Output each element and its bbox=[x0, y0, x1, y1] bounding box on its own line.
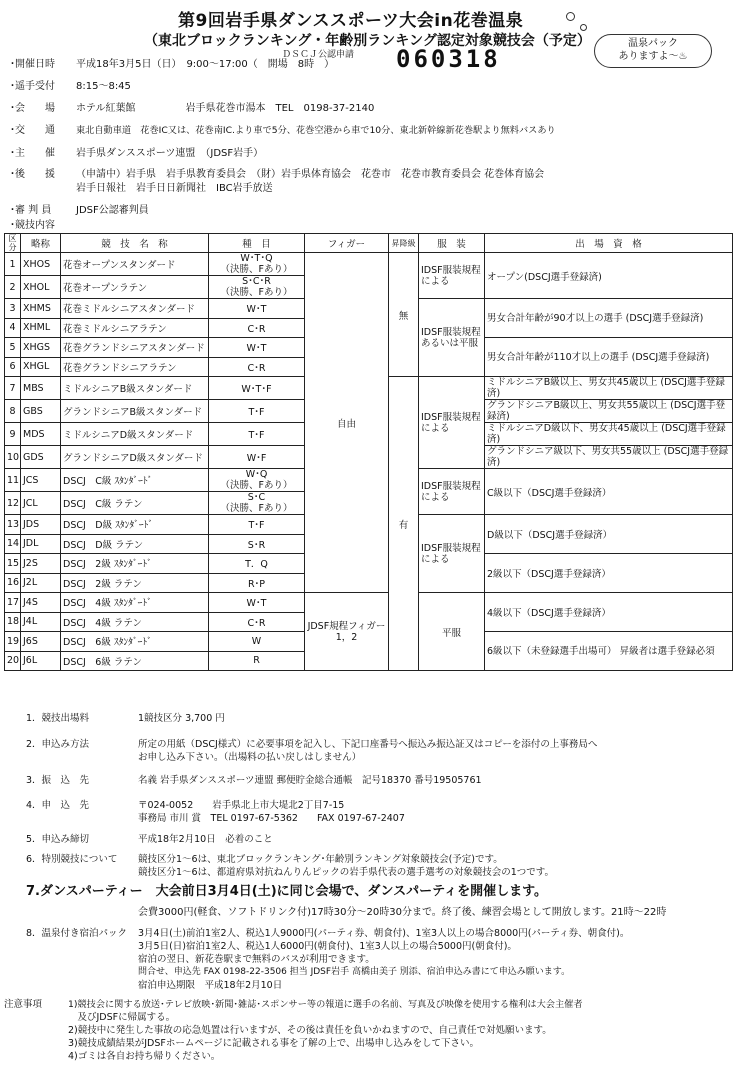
page-subtitle: （東北ブロックランキング・年齢別ランキング認定対象競技会（予定） bbox=[144, 33, 591, 49]
row-name: DSCJ 2級 ｽﾀﾝﾀﾞｰﾄﾞ bbox=[61, 554, 209, 574]
qual-cell: 男女合計年齢が110才以上の選手 (DSCJ選手登録済) bbox=[485, 338, 733, 377]
row-event bbox=[209, 276, 305, 299]
row-no: 17 bbox=[5, 593, 21, 613]
note-label: 2．申込み方法 bbox=[26, 739, 90, 750]
attention-item: 3)競技成績結果がJDSFホームページに記載される事を了解の上で、出場申し込みをして下さい。 bbox=[68, 1038, 479, 1049]
info-host bbox=[10, 147, 263, 161]
row-name: DSCJ 6級 ｽﾀﾝﾀﾞｰﾄﾞ bbox=[61, 632, 209, 652]
row-event bbox=[209, 492, 305, 515]
row-event: C･R bbox=[209, 357, 305, 377]
row-event: T･F bbox=[209, 400, 305, 423]
dress-cell: 平服 bbox=[419, 593, 485, 671]
row-no: 8 bbox=[5, 400, 21, 423]
note-label: 4．申 込 先 bbox=[26, 800, 90, 811]
info-value: 東北自動車道 花巻IC又は、花巻南IC.より車で5分、花巻空港から車で10分、東北新幹線新花巻駅より無料バスあり bbox=[76, 125, 556, 136]
note-value: 競技区分1～6は、東北ブロックランキング･年齢別ランキング対象競技会(予定)です。 bbox=[138, 854, 503, 865]
row-name: ミドルシニアD級スタンダード bbox=[61, 423, 209, 446]
info-value: ホテル紅葉館 岩手県花巻市湯本 TEL 0198-37-2140 bbox=[76, 103, 375, 114]
row-no: 4 bbox=[5, 318, 21, 338]
note-label: 3．振 込 先 bbox=[26, 775, 90, 786]
onsen-line: 宿泊申込期限 平成18年2月10日 bbox=[138, 980, 283, 991]
table-row bbox=[5, 593, 733, 613]
row-event: W･T bbox=[209, 338, 305, 358]
note-value: 1競技区分 3,700 円 bbox=[138, 713, 225, 724]
row-name: DSCJ D級 ｽﾀﾝﾀﾞｰﾄﾞ bbox=[61, 515, 209, 535]
bubble-line: 温泉パック bbox=[628, 38, 678, 49]
dress-cell: IDSF服装規程による bbox=[419, 469, 485, 515]
row-code: XHOL bbox=[21, 276, 61, 299]
row-code: MBS bbox=[21, 377, 61, 400]
row-no: 9 bbox=[5, 423, 21, 446]
row-no: 19 bbox=[5, 632, 21, 652]
info-label: ･後 援 bbox=[10, 169, 55, 180]
info-label: ･審 判 員 bbox=[10, 205, 52, 216]
onsen-label: 8．温泉付き宿泊パック bbox=[26, 928, 128, 939]
row-code: MDS bbox=[21, 423, 61, 446]
row-event: T･F bbox=[209, 515, 305, 535]
info-support bbox=[10, 168, 544, 182]
dress-cell: IDSF服装規程による bbox=[419, 253, 485, 299]
row-no: 10 bbox=[5, 446, 21, 469]
attention-item: 2)競技中に発生した事故の応急処置は行いますが、その後は責任を負いかねますので、自己責任で対処願います。 bbox=[68, 1025, 552, 1036]
row-code: XHGL bbox=[21, 357, 61, 377]
qual-cell: D級以下（DSCJ選手登録済） bbox=[485, 515, 733, 554]
qual-cell: ミドルシニアD級以下、男女共45歳以上 (DSCJ選手登録済) bbox=[485, 423, 733, 446]
row-no: 13 bbox=[5, 515, 21, 535]
note-value: お申し込み下さい。（出場料の払い戻しはしません） bbox=[138, 752, 362, 763]
info-venue bbox=[10, 102, 374, 116]
info-label: ･主 催 bbox=[10, 148, 55, 159]
attention-item: 1)競技会に関する放送･テレビ放映･新聞･雑誌･スポンサー等の報道に選手の名前、写真及び映像を使用する権利は大会主催者 bbox=[68, 999, 583, 1010]
grade-yes-cell: 有 bbox=[389, 377, 419, 671]
info-label: ･会 場 bbox=[10, 103, 55, 114]
table-header-row bbox=[5, 234, 733, 253]
row-event bbox=[209, 469, 305, 492]
header-cell: 区分 bbox=[5, 234, 21, 253]
info-support-2 bbox=[10, 182, 273, 196]
note-label: 6．特別競技について bbox=[26, 854, 118, 865]
header-cell: 競 技 名 称 bbox=[61, 234, 209, 253]
row-name: ミドルシニアB級スタンダード bbox=[61, 377, 209, 400]
row-event: T･F bbox=[209, 423, 305, 446]
event-note: （決勝、Fあり） bbox=[220, 503, 293, 514]
row-no: 16 bbox=[5, 573, 21, 593]
row-name: DSCJ C級 ラテン bbox=[61, 492, 209, 515]
party-detail: 会費3000円(軽食、ソフトドリンク付)17時30分～20時30分まで。終了後、練習会場として開放します。21時～22時 bbox=[138, 907, 667, 918]
qual-cell: 6級以下（未登録選手出場可） 昇級者は選手登録必須 bbox=[485, 632, 733, 671]
row-event: R bbox=[209, 651, 305, 671]
info-label: ･開催日時 bbox=[10, 59, 55, 70]
qual-cell: 4級以下（DSCJ選手登録済） bbox=[485, 593, 733, 632]
event-dances: S･C bbox=[247, 492, 266, 503]
figure-jdsf-cell: JDSF規程フィガー 1，2 bbox=[305, 593, 389, 671]
info-label: ･競技内容 bbox=[10, 220, 55, 231]
event-dances: W･T･Q bbox=[240, 253, 273, 264]
row-no: 5 bbox=[5, 338, 21, 358]
dress-cell: IDSF服装規程による bbox=[419, 377, 485, 469]
qual-cell: グランドシニア級以下、男女共55歳以上 (DSCJ選手登録済) bbox=[485, 446, 733, 469]
competition-table bbox=[4, 233, 733, 671]
row-name: DSCJ 4級 ラテン bbox=[61, 612, 209, 632]
row-name: 花巻ミドルシニアスタンダード bbox=[61, 299, 209, 319]
row-code: JDS bbox=[21, 515, 61, 535]
attention-item: 4)ゴミは各自お持ち帰りください。 bbox=[68, 1051, 221, 1062]
info-value: 平成18年3月5日（日） 9:00～17:00（ 開場 8時 ） bbox=[76, 59, 335, 70]
info-value: （申請中）岩手県 岩手県教育委員会 （財）岩手県体育協会 花巻市 花巻市教育委員会 花巻体育協会 bbox=[76, 169, 545, 180]
note-value: 事務局 市川 賞 TEL 0197-67-5362 FAX 0197-67-2407 bbox=[138, 813, 405, 824]
row-code: J4L bbox=[21, 612, 61, 632]
row-code: GBS bbox=[21, 400, 61, 423]
figure-free-cell: 自由 bbox=[305, 253, 389, 593]
row-event: C･R bbox=[209, 318, 305, 338]
info-value: JDSF公認審判員 bbox=[76, 205, 149, 216]
onsen-bubble bbox=[594, 34, 712, 68]
row-code: JCL bbox=[21, 492, 61, 515]
row-name: 花巻オープンスタンダード bbox=[61, 253, 209, 276]
header-cell: 略称 bbox=[21, 234, 61, 253]
event-note: （決勝、Fあり） bbox=[220, 480, 293, 491]
qual-cell: 2級以下（DSCJ選手登録済） bbox=[485, 554, 733, 593]
row-name: DSCJ D級 ラテン bbox=[61, 534, 209, 554]
row-name: グランドシニアB級スタンダード bbox=[61, 400, 209, 423]
row-code: J6L bbox=[21, 651, 61, 671]
info-reception bbox=[10, 80, 131, 94]
row-code: GDS bbox=[21, 446, 61, 469]
note-value: 平成18年2月10日 必着のこと bbox=[138, 834, 273, 845]
info-date bbox=[10, 58, 334, 72]
onsen-line: 宿泊の翌日、新花巻駅まで無料のバスが利用できます。 bbox=[138, 954, 375, 965]
row-name: 花巻ミドルシニアラテン bbox=[61, 318, 209, 338]
row-code: XHOS bbox=[21, 253, 61, 276]
row-event bbox=[209, 253, 305, 276]
row-name: 花巻グランドシニアスタンダード bbox=[61, 338, 209, 358]
dress-cell: IDSF服装規程による bbox=[419, 515, 485, 593]
note-value: 所定の用紙（DSCJ様式）に必要事項を記入し、下記口座番号へ振込み振込証又はコピーを添付の上事務局へ bbox=[138, 739, 598, 750]
event-dances: S･C･R bbox=[242, 276, 271, 287]
row-code: J2S bbox=[21, 554, 61, 574]
row-event: W bbox=[209, 632, 305, 652]
row-code: JDL bbox=[21, 534, 61, 554]
table-row bbox=[5, 253, 733, 276]
info-label: ･交 通 bbox=[10, 125, 55, 136]
onsen-line: 3月4日(土)前泊1室2人、税込1人9000円(パーティ券、朝食付)、1室3人以上の場合8000円(パーティ券、朝食付)。 bbox=[138, 928, 630, 939]
onsen-line: 3月5日(日)宿泊1室2人、税込1人6000円(朝食付)、1室3人以上の場合5000円(朝食付)。 bbox=[138, 941, 517, 952]
row-no: 1 bbox=[5, 253, 21, 276]
row-name: DSCJ C級 ｽﾀﾝﾀﾞｰﾄﾞ bbox=[61, 469, 209, 492]
row-event: T．Q bbox=[209, 554, 305, 574]
qual-cell: 男女合計年齢が90才以上の選手 (DSCJ選手登録済) bbox=[485, 299, 733, 338]
row-name: DSCJ 6級 ラテン bbox=[61, 651, 209, 671]
row-name: 花巻グランドシニアラテン bbox=[61, 357, 209, 377]
qual-cell: C級以下（DSCJ選手登録済） bbox=[485, 469, 733, 515]
row-event: W･T･F bbox=[209, 377, 305, 400]
info-judges bbox=[10, 204, 149, 218]
row-event: R･P bbox=[209, 573, 305, 593]
row-no: 15 bbox=[5, 554, 21, 574]
row-name: DSCJ 4級 ｽﾀﾝﾀﾞｰﾄﾞ bbox=[61, 593, 209, 613]
row-no: 14 bbox=[5, 534, 21, 554]
note-label: 5．申込み締切 bbox=[26, 834, 90, 845]
row-code: J4S bbox=[21, 593, 61, 613]
qual-cell: オープン(DSCJ選手登録済) bbox=[485, 253, 733, 299]
event-note: （決勝、Fあり） bbox=[220, 287, 293, 298]
info-value: 岩手県ダンススポーツ連盟 （JDSF岩手） bbox=[76, 148, 264, 159]
row-no: 7 bbox=[5, 377, 21, 400]
onsen-line: 問合せ、申込先 FAX 0198-22-3506 担当 JDSF岩手 高橋由美子 別添、宿泊申込み書にて申込み願います。 bbox=[138, 967, 571, 977]
note-value: 名義 岩手県ダンススポーツ連盟 郵便貯金総合通帳 記号18370 番号19505761 bbox=[138, 775, 482, 786]
bubble-tail-dot bbox=[566, 12, 575, 21]
row-no: 6 bbox=[5, 357, 21, 377]
bubble-line: ありますよ～♨ bbox=[618, 51, 688, 62]
note-label: 1．競技出場料 bbox=[26, 713, 90, 724]
qual-cell: ミドルシニアB級以上、男女共45歳以上 (DSCJ選手登録済) bbox=[485, 377, 733, 400]
row-name: 花巻オープンラテン bbox=[61, 276, 209, 299]
row-no: 12 bbox=[5, 492, 21, 515]
event-dances: W･Q bbox=[245, 469, 268, 480]
info-value: 岩手日報社 岩手日日新聞社 IBC岩手放送 bbox=[76, 183, 273, 194]
header-cell: 昇降級 bbox=[389, 234, 419, 253]
row-code: JCS bbox=[21, 469, 61, 492]
info-value: 8:15～8:45 bbox=[76, 81, 131, 92]
attention-label: 注意事項 bbox=[4, 999, 43, 1010]
row-code: J6S bbox=[21, 632, 61, 652]
apply-note: ＤＳＣＪ公認申請 bbox=[282, 50, 355, 60]
row-no: 18 bbox=[5, 612, 21, 632]
dress-cell: IDSF服装規程あるいは平服 bbox=[419, 299, 485, 377]
header-cell: 服 装 bbox=[419, 234, 485, 253]
row-event: W･F bbox=[209, 446, 305, 469]
party-heading: 7.ダンスパーティー 大会前日3月4日(土)に同じ会場で、ダンスパーティを開催します。 bbox=[26, 884, 548, 899]
row-code: XHML bbox=[21, 318, 61, 338]
row-name: グランドシニアD級スタンダード bbox=[61, 446, 209, 469]
info-content bbox=[10, 219, 76, 233]
row-no: 3 bbox=[5, 299, 21, 319]
header-cell: フィガー bbox=[305, 234, 389, 253]
page-title: 第9回岩手県ダンススポーツ大会in花巻温泉 bbox=[178, 11, 524, 31]
attention-item: 及びJDSFに帰属する。 bbox=[68, 1012, 176, 1023]
row-no: 20 bbox=[5, 651, 21, 671]
note-value: 競技区分1～6は、都道府県対抗ねんりんピックの岩手県代表の選手選考の対象競技会の1つです。 bbox=[138, 867, 554, 878]
info-label: ･遥手受付 bbox=[10, 81, 55, 92]
note-value: 〒024-0052 岩手県北上市大堤北2丁目7-15 bbox=[138, 800, 345, 811]
info-access bbox=[10, 124, 556, 138]
row-event: W･T bbox=[209, 593, 305, 613]
row-code: J2L bbox=[21, 573, 61, 593]
grade-none-cell: 無 bbox=[389, 253, 419, 377]
qual-cell: グランドシニアB級以上、男女共55歳以上 (DSCJ選手登録済) bbox=[485, 400, 733, 423]
header-cell: 種 目 bbox=[209, 234, 305, 253]
row-no: 11 bbox=[5, 469, 21, 492]
row-event: C･R bbox=[209, 612, 305, 632]
event-note: （決勝、Fあり） bbox=[220, 264, 293, 275]
row-name: DSCJ 2級 ラテン bbox=[61, 573, 209, 593]
row-event: W･T bbox=[209, 299, 305, 319]
event-code: 060318 bbox=[396, 45, 501, 73]
row-code: XHGS bbox=[21, 338, 61, 358]
header-cell: 出 場 資 格 bbox=[485, 234, 733, 253]
row-event: S･R bbox=[209, 534, 305, 554]
row-no: 2 bbox=[5, 276, 21, 299]
row-code: XHMS bbox=[21, 299, 61, 319]
